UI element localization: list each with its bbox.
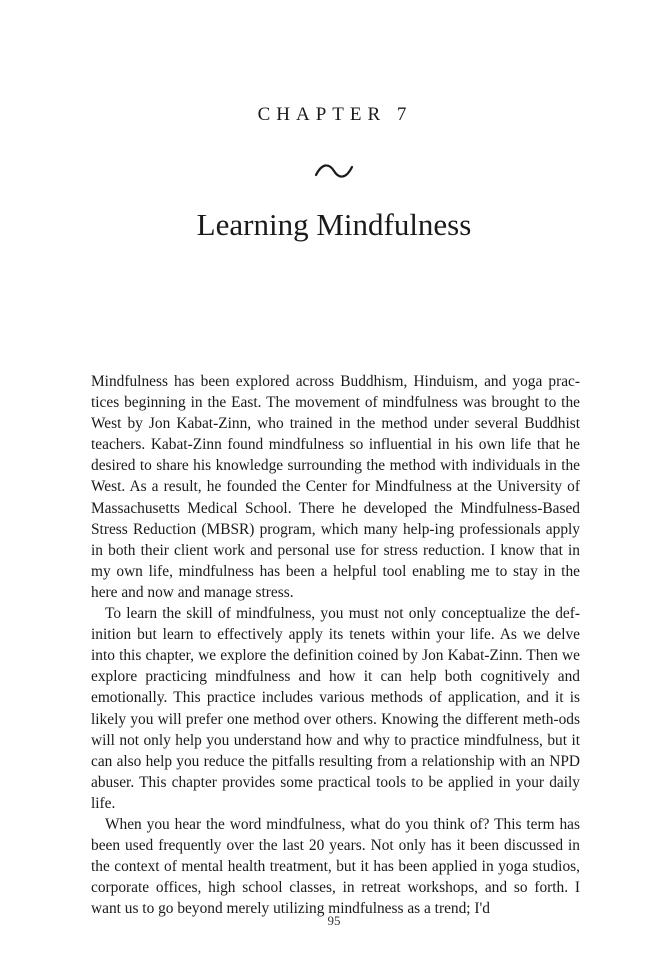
swash-ornament-icon xyxy=(313,160,355,182)
paragraph-1: Mindfulness has been explored across Buddhism, Hinduism, and yoga prac-tices beginning in the East. The movement of mindfulness was brought to the West by Jon Kabat-Zinn, who trained in the method under several Buddhist teachers. Kabat-Zinn found mindfulness so influential in his own life that he desired to share his knowledge surrounding the method with individuals in the West. As a result, he founded the Center for Mindfulness at the University of Massachusetts Medical School. There he developed the Mindfulness-Based Stress Reduction (MBSR) program, which many help-ing professionals apply in both their client work and personal use for stress reduction. I know that in my own life, mindfulness has been a helpful tool enabling me to stay in the here and now and manage stress. xyxy=(91,373,580,601)
paragraph-2: To learn the skill of mindfulness, you must not only conceptualize the def-inition but learn to effectively apply its tenets within your life. As we delve into this chapter, we explore the definition coined by Jon Kabat-Zinn. Then we explore practicing mindfulness and how it can help both cognitively and emotionally. This practice includes various methods of application, and it is likely you will prefer one method over others. Knowing the different meth-ods will not only help you understand how and why to practice mindfulness, but it can also help you reduce the pitfalls resulting from a relationship with an NPD abuser. This chapter provides some practical tools to be applied in your daily life. xyxy=(91,605,580,812)
page-number: 95 xyxy=(327,913,341,928)
body-text xyxy=(91,371,580,919)
paragraph-3: When you hear the word mindfulness, what do you think of? This term has been used frequently over the last 20 years. Not only has it been discussed in the context of mental health treatment, but it has been applied in yoga studios, corporate offices, high school classes, in retreat workshops, and so forth. I want us to go beyond merely utilizing mindfulness as a trend; I'd xyxy=(91,815,580,918)
chapter-label: CHAPTER 7 xyxy=(257,104,413,125)
chapter-title: Learning Mindfulness xyxy=(196,207,472,242)
